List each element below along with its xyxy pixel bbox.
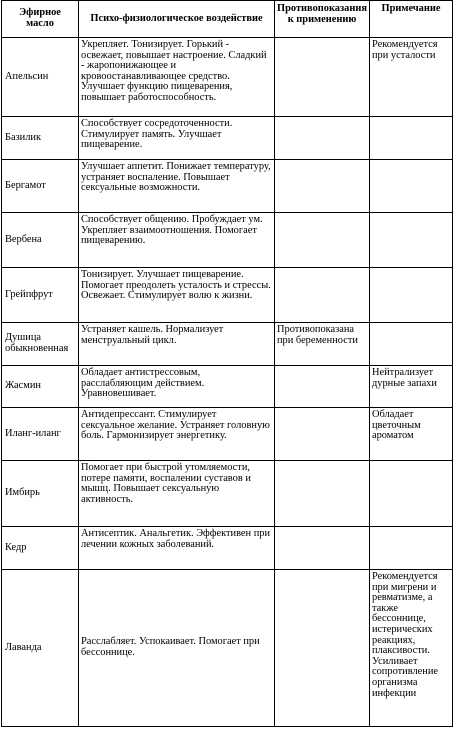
oil-name: Бергамот (2, 160, 79, 213)
oil-name: Базилик (2, 117, 79, 160)
oil-effect: Обладает антистрессовым, расслабляющим действием. Уравновешивает. (79, 366, 275, 408)
oil-contraindications (275, 461, 370, 527)
oil-note (370, 527, 453, 570)
oil-contraindications (275, 366, 370, 408)
oil-effect: Укрепляет. Тонизирует. Горький - освежает, повышает настроение. Сладкий - жаропонижающее и кровоостанавливающее средство. Улучшает функцию пищеварения, повышает работоспособность. (79, 38, 275, 117)
header-oil: Эфирное масло (2, 1, 79, 38)
table-row (2, 461, 453, 527)
oil-contraindications (275, 38, 370, 117)
oil-contraindications (275, 268, 370, 323)
oil-contraindications (275, 213, 370, 268)
oil-effect: Способствует общению. Пробуждает ум. Укрепляет взаимоотношения. Помогает пищеварению. (79, 213, 275, 268)
oil-note (370, 213, 453, 268)
oil-effect: Расслабляет. Успокаивает. Помогает при бессоннице. (79, 570, 275, 727)
oil-contraindications (275, 527, 370, 570)
header-effect: Психо-физиологическое воздействие (79, 1, 275, 38)
essential-oils-table (1, 0, 453, 727)
oil-name: Душица обыкновенная (2, 323, 79, 366)
oil-effect: Улучшает аппетит. Понижает температуру, устраняет воспаление. Повышает сексуальные возможности. (79, 160, 275, 213)
oil-effect: Помогает при быстрой утомляемости, потере памяти, воспалении суставов и мышц. Повышает сексуальную активность. (79, 461, 275, 527)
oil-name: Вербена (2, 213, 79, 268)
table-row (2, 117, 453, 160)
table-row (2, 213, 453, 268)
oil-name: Грейпфрут (2, 268, 79, 323)
oil-note: Рекомендуется при усталости (370, 38, 453, 117)
oil-note (370, 160, 453, 213)
oil-contraindications: Противопоказана при беременности (275, 323, 370, 366)
oil-effect: Устраняет кашель. Нормализует менструальный цикл. (79, 323, 275, 366)
table-row (2, 268, 453, 323)
table-header-row (2, 1, 453, 38)
oil-contraindications (275, 117, 370, 160)
oil-name: Апельсин (2, 38, 79, 117)
table-row (2, 38, 453, 117)
table-row (2, 366, 453, 408)
oil-name: Кедр (2, 527, 79, 570)
oil-name: Иланг-иланг (2, 408, 79, 461)
oil-note (370, 323, 453, 366)
header-note: Примечание (370, 1, 453, 38)
oil-contraindications (275, 408, 370, 461)
oil-contraindications (275, 160, 370, 213)
oil-effect: Способствует сосредоточенности. Стимулирует память. Улучшает пищеварение. (79, 117, 275, 160)
oil-effect: Антисептик. Анальгетик. Эффективен при лечении кожных заболеваний. (79, 527, 275, 570)
oil-note (370, 117, 453, 160)
oil-note (370, 268, 453, 323)
oil-note (370, 461, 453, 527)
oil-note: Рекомендуется при мигрени и ревматизме, а также бессоннице, истерических реакциях, плаксивости. Усиливает сопротивление организма инфекции (370, 570, 453, 727)
table-row (2, 570, 453, 727)
oil-name: Имбирь (2, 461, 79, 527)
oil-note: Обладает цветочным ароматом (370, 408, 453, 461)
oil-effect: Антидепрессант. Стимулирует сексуальное желание. Устраняет головную боль. Гармонизирует энергетику. (79, 408, 275, 461)
table-row (2, 160, 453, 213)
table-row (2, 323, 453, 366)
table-row (2, 408, 453, 461)
oil-name: Жасмин (2, 366, 79, 408)
header-contraindications: Противопоказания к применению (275, 1, 370, 38)
table-row (2, 527, 453, 570)
oil-contraindications (275, 570, 370, 727)
oil-name: Лаванда (2, 570, 79, 727)
oil-effect: Тонизирует. Улучшает пищеварение. Помогает преодолеть усталость и стрессы. Освежает. Стимулирует волю к жизни. (79, 268, 275, 323)
oil-note: Нейтрализует дурные запахи (370, 366, 453, 408)
